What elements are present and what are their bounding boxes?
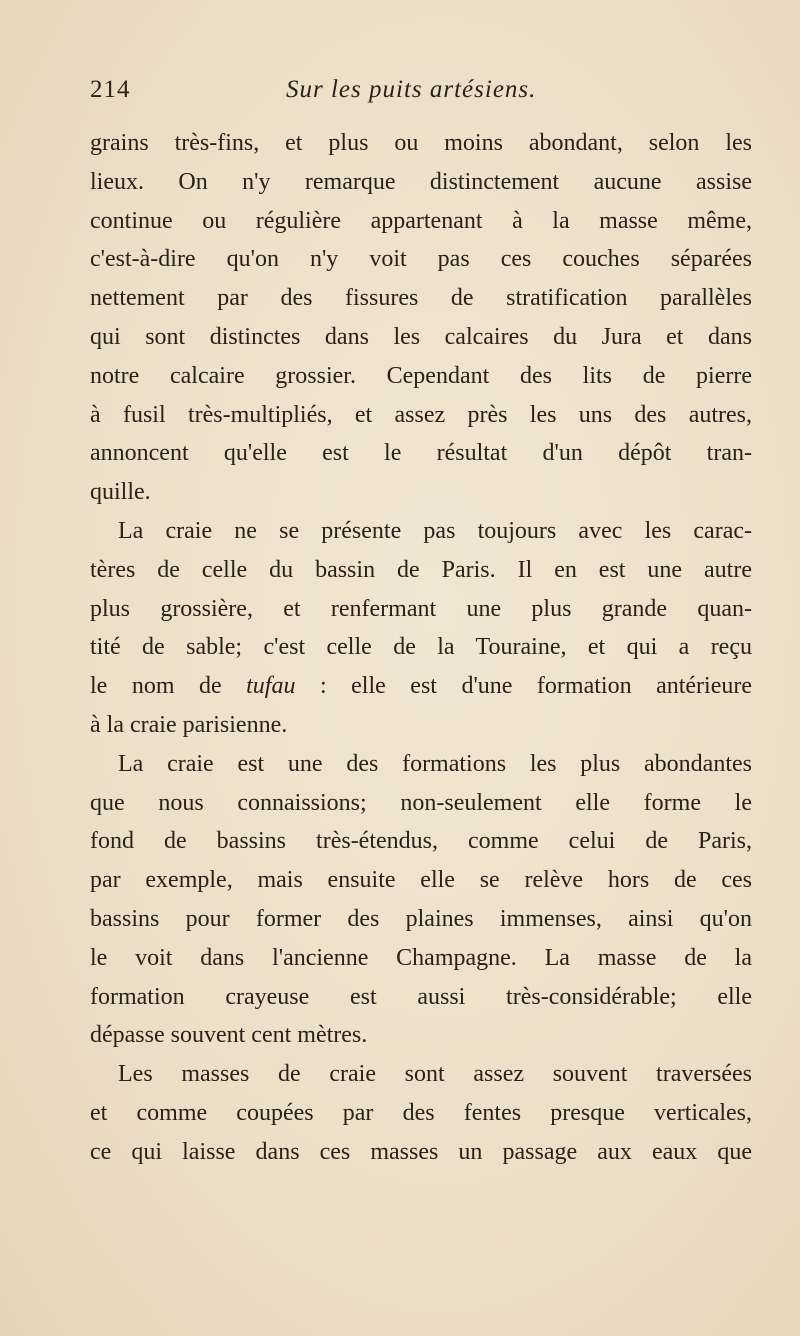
text-line: que nous connaissions; non-seulement elle forme le: [90, 789, 752, 816]
text-line: qui sont distinctes dans les calcaires du Jura et dans: [90, 323, 752, 350]
page-number: 214: [90, 76, 131, 103]
body-text: [90, 124, 752, 1172]
text-line: nettement par des fissures de stratification parallèles: [90, 285, 752, 312]
text-line: plus grossière, et renfermant une plus grande quan-: [90, 595, 752, 622]
paragraph-start-line: La craie est une des formations les plus abondantes: [118, 750, 752, 777]
text-line: et comme coupées par des fentes presque verticales,: [90, 1099, 752, 1126]
text-line-with-italic: [90, 667, 752, 706]
text-line: formation crayeuse est aussi très-considérable; elle: [90, 983, 752, 1010]
text-line: tité de sable; c'est celle de la Touraine, et qui a reçu: [90, 634, 752, 661]
page-header: [90, 76, 750, 110]
text-line: bassins pour former des plaines immenses, ainsi qu'on: [90, 905, 752, 932]
paragraph-end-line: dépasse souvent cent mètres.: [90, 1022, 368, 1049]
running-title: Sur les puits artésiens.: [286, 76, 537, 103]
paragraph-end-line: à la craie parisienne.: [90, 711, 288, 738]
paragraph-end-line: quille.: [90, 479, 151, 506]
text-line: c'est-à-dire qu'on n'y voit pas ces couches séparées: [90, 246, 752, 273]
text-line: ce qui laisse dans ces masses un passage aux eaux que: [90, 1138, 752, 1165]
paragraph-start-line: Les masses de craie sont assez souvent traversées: [118, 1061, 752, 1088]
text-line: à fusil très-multipliés, et assez près les uns des autres,: [90, 401, 752, 428]
paragraph-start-line: La craie ne se présente pas toujours avec les carac-: [118, 517, 752, 544]
text-line: par exemple, mais ensuite elle se relève hors de ces: [90, 867, 752, 894]
text-line: grains très-fins, et plus ou moins abondant, selon les: [90, 130, 752, 156]
text-line: tères de celle du bassin de Paris. Il en est une autre: [90, 556, 752, 583]
text-line: annoncent qu'elle est le résultat d'un dépôt tran-: [90, 440, 752, 467]
text-line: continue ou régulière appartenant à la masse même,: [90, 207, 752, 234]
text-line: notre calcaire grossier. Cependant des lits de pierre: [90, 362, 752, 389]
italic-term: tufau: [246, 673, 296, 700]
text-line: fond de bassins très-étendus, comme celui de Paris,: [90, 828, 752, 855]
text-segment: le nom de: [90, 673, 247, 700]
text-segment: : elle est d'une formation antérieure: [295, 673, 752, 700]
text-line: le voit dans l'ancienne Champagne. La masse de la: [90, 944, 752, 971]
text-line: lieux. On n'y remarque distinctement aucune assise: [90, 168, 752, 195]
